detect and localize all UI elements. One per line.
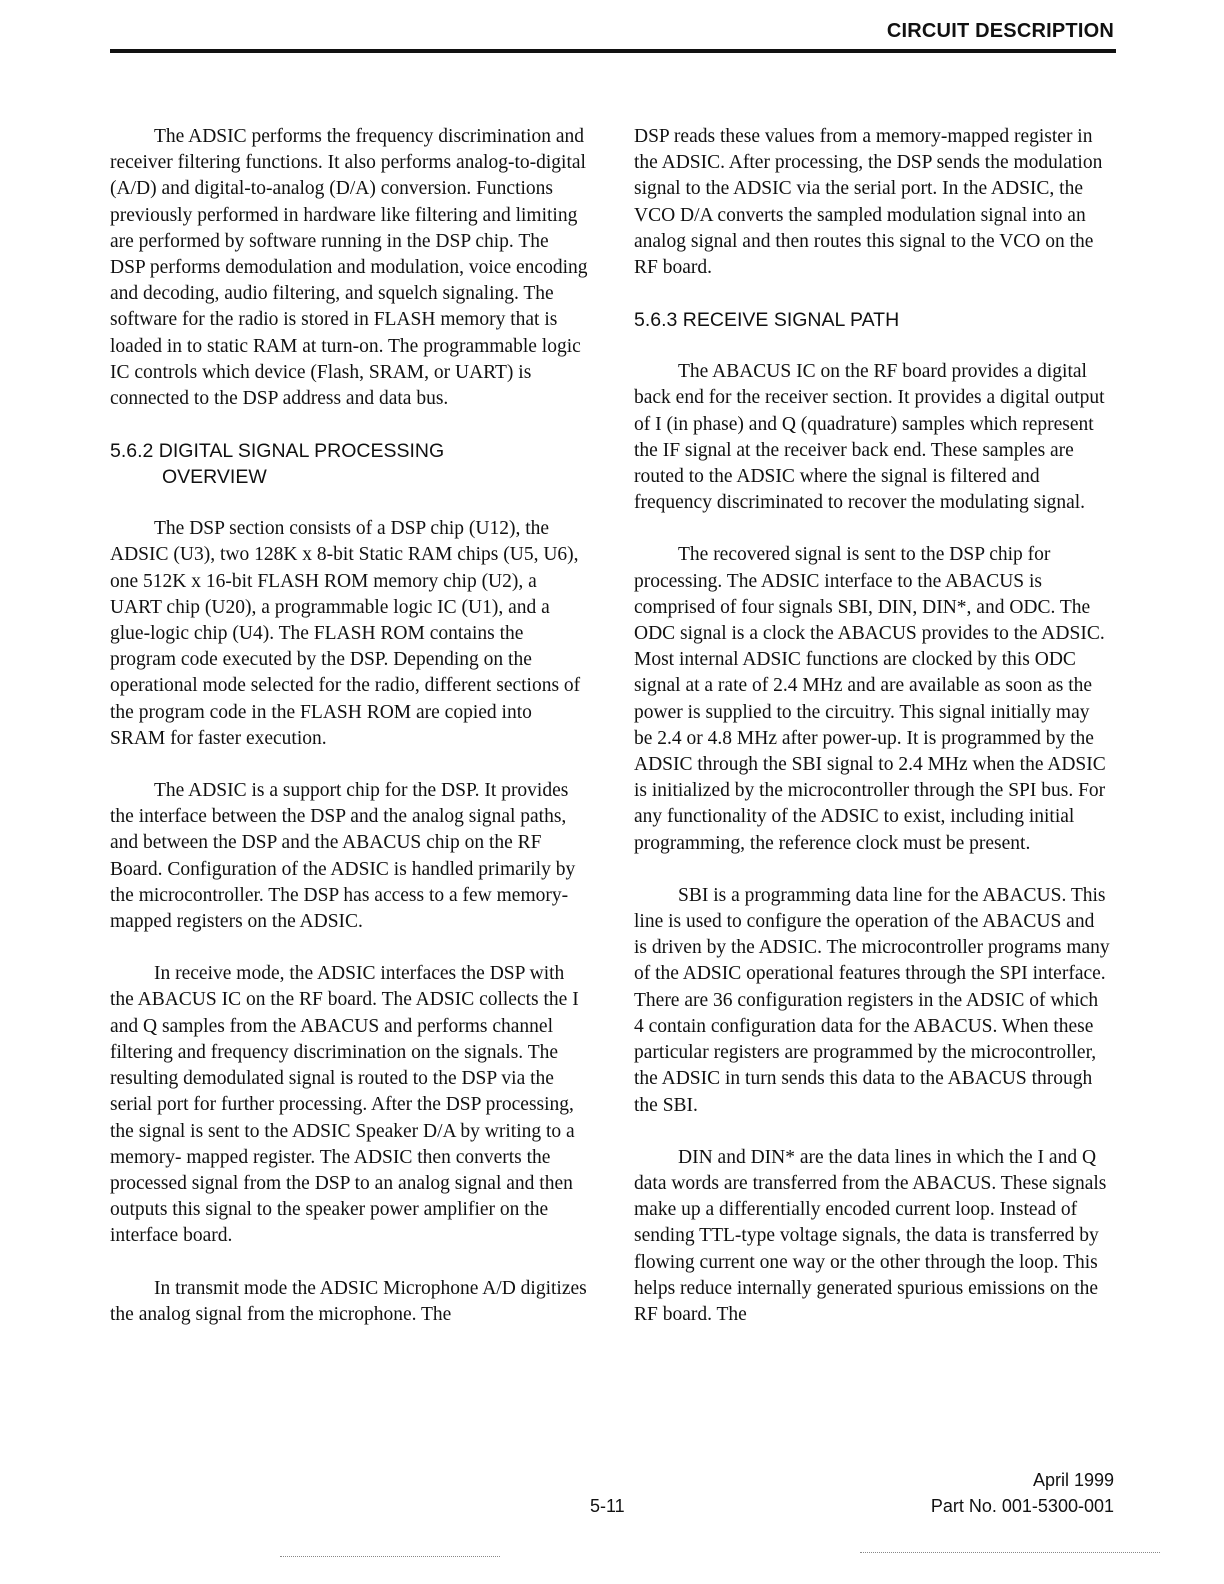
heading-line-1: 5.6.2 DIGITAL SIGNAL PROCESSING (110, 440, 445, 463)
footer-date: April 1999 (1032, 1470, 1114, 1490)
paragraph: The DSP section consists of a DSP chip (U12), the ADSIC (U3), two 128K x 8-bit Static RAM chips (U5, U6), one 512K x 16-bit FLASH ROM memory chip (U2), a UART chip (U20), a programmable logic IC (U1), and a glue-logic chip (U4). The FLASH ROM contains the program code executed by the DSP. Depending on the operational mode selected for the radio, different sections of the program code in the FLASH ROM are copied into SRAM for faster execution. (110, 518, 581, 749)
paragraph: The recovered signal is sent to the DSP chip for processing. The ADSIC interface to the ABACUS is comprised of four signals SBI, DIN, DIN*, and ODC. The ODC signal is a clock the ABACUS provides to the ADSIC. Most internal ADSIC functions are clocked by this ODC signal at a rate of 2.4 MHz and are available as soon as the power is supplied to the circuitry. This signal initially may be 2.4 or 4.8 MHz after power-up. It is programmed by the ADSIC through the SBI signal to 2.4 MHz when the ADSIC is initialized by the microcontroller through the SPI bus. For any functionality of the ADSIC to exist, including initial programming, the reference clock must be present. (634, 544, 1106, 854)
header-rule (110, 49, 1116, 53)
heading-line-2: OVERVIEW (162, 466, 267, 489)
paragraph: SBI is a programming data line for the ABACUS. This line is used to configure the operation of the ABACUS and is driven by the ADSIC. The microcontroller programs many of the ADSIC operational features through the SPI interface. There are 36 configuration registers in the ADSIC of which 4 contain configuration data for the ABACUS. When these particular registers are programmed by the microcontroller, the ADSIC in turn sends this data to the ABACUS through the SBI. (634, 884, 1110, 1116)
paragraph: DSP reads these values from a memory-mapped register in the ADSIC. After processing, the DSP sends the modulation signal to the ADSIC via the serial port. In the ADSIC, the VCO D/A converts the sampled modulation signal into an analog signal and then routes this signal to the VCO on the RF board. (634, 126, 1103, 279)
paragraph: DIN and DIN* are the data lines in which the I and Q data words are transferred from the ABACUS. These signals make up a differentially encoded current loop. Instead of sending TTL-type voltage signals, the data is transferred by flowing current one way or the other through the loop. This helps reduce internally generated spurious emissions on the RF board. The (634, 1146, 1107, 1325)
footer-page-number: 5-11 (590, 1496, 625, 1516)
page-header-title: CIRCUIT DESCRIPTION (886, 20, 1114, 42)
right-column (634, 124, 1112, 1328)
section-heading-5-6-3: 5.6.3 RECEIVE SIGNAL PATH (634, 309, 900, 332)
paragraph: The ADSIC performs the frequency discrimination and receiver filtering functions. It also performs analog-to-digital (A/D) and digital-to-analog (D/A) conversion. Functions previously performed in hardware like filtering and limiting are performed by software running in the DSP chip. The DSP performs demodulation and modulation, voice encoding and decoding, audio filtering, and squelch signaling. The software for the radio is stored in FLASH memory that is loaded in to static RAM at turn-on. The programmable logic IC controls which device (Flash, SRAM, or UART) is connected to the DSP address and data bus. (110, 126, 588, 410)
paragraph: The ABACUS IC on the RF board provides a digital back end for the receiver section. It provides a digital output of I (in phase) and Q (quadrature) samples which represent the IF signal at the receiver back end. These samples are routed to the ADSIC where the signal is filtered and frequency discriminated to recover the modulating signal. (634, 361, 1105, 514)
paragraph: In receive mode, the ADSIC interfaces the DSP with the ABACUS IC on the RF board. The ADSIC collects the I and Q samples from the ABACUS and performs channel filtering and frequency discrimination on the signals. The resulting demodulated signal is routed to the DSP via the serial port for further processing. After the DSP processing, the signal is sent to the ADSIC Speaker D/A by writing to a memory- mapped register. The ADSIC then converts the processed signal from the DSP to an analog signal and then outputs this signal to the speaker power amplifier on the interface board. (110, 963, 579, 1247)
section-heading-5-6-2 (110, 438, 588, 490)
paragraph: In transmit mode the ADSIC Microphone A/D digitizes the analog signal from the microphone. The (110, 1277, 587, 1325)
left-column (110, 124, 588, 1328)
scan-artifact (280, 1556, 500, 1558)
paragraph: The ADSIC is a support chip for the DSP. It provides the interface between the DSP and the analog signal paths, and between the DSP and the ABACUS chip on the RF Board. Configuration of the ADSIC is handled primarily by the microcontroller. The DSP has access to a few memory-mapped registers on the ADSIC. (110, 780, 576, 933)
footer-part-number: Part No. 001-5300-001 (930, 1496, 1114, 1516)
scan-artifact (860, 1552, 1160, 1554)
